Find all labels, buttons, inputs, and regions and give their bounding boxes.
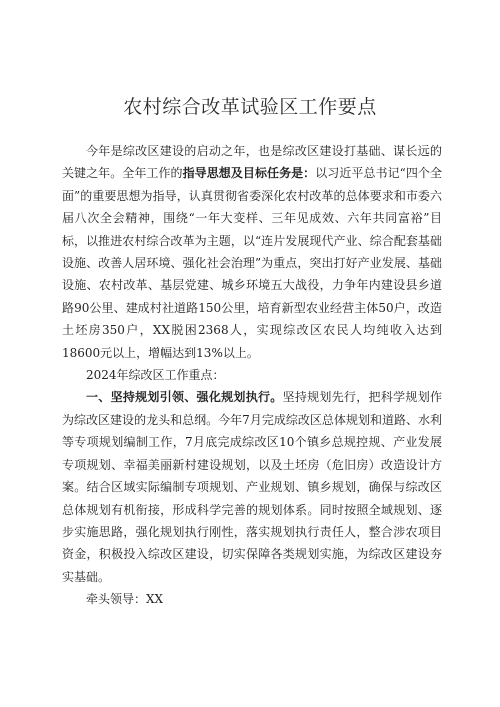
intro-text-part1: 今年是综改区建设的启动之年，也是综改区建设打基础、谋长远的关键之年。全年工作的 bbox=[62, 144, 442, 181]
document-body bbox=[62, 140, 442, 611]
intro-paragraph bbox=[62, 140, 442, 364]
point-1-heading: 一、坚持规划引领、强化规划执行。 bbox=[86, 390, 283, 405]
intro-text-part2: 以习近平总书记“四个全面”的重要思想为指导，认真贯彻省委深化农村改革的总体要求和市委六届八次全会精神，围绕“一年大变样、三年见成效、六年共同富裕”目标，以推进农村综合改革为主题，以“连片发展现代产业、综合配套基础设施、改善人居环境、强化社会治理”为重点，突出打好产业发展、基础设施、农村改革、基层党建、城乡环境五大战役，力争年内建设县乡道路90公里、建成村社道路150公里，培育新型农业经营主体50户，改造土坯房350户，XX脱困2368人，实现综改区农民人均纯收入达到18600元以上，增幅达到13%以上。 bbox=[62, 166, 442, 360]
point-1-text: 坚持规划先行，把科学规划作为综改区建设的龙头和总纲。今年7月完成综改区总体规划和道路、水利等专项规划编制工作，7月底完成综改区10个镇乡总规控规、产业发展专项规划、幸福美丽新村建设规划，以及土坯房（危旧房）改造设计方案。结合区域实际编制专项规划、产业规划、镇乡规划，确保与综改区总体规划有机衔接，形成科学完善的规划体系。同时按照全域规划、逐步实施思路，强化规划执行刚性，落实规划执行责任人，整合涉农项目资金，积极投入综改区建设，切实保障各类规划实施，为综改区建设夯实基础。 bbox=[62, 390, 442, 584]
intro-bold-text: 指导思想及目标任务是： bbox=[182, 166, 316, 181]
document-title: 农村综合改革试验区工作要点 bbox=[123, 96, 377, 118]
point-1-paragraph bbox=[62, 386, 442, 588]
lead-line: 牵头领导：XX bbox=[86, 592, 164, 607]
section-heading: 2024年综改区工作重点： bbox=[86, 368, 225, 383]
